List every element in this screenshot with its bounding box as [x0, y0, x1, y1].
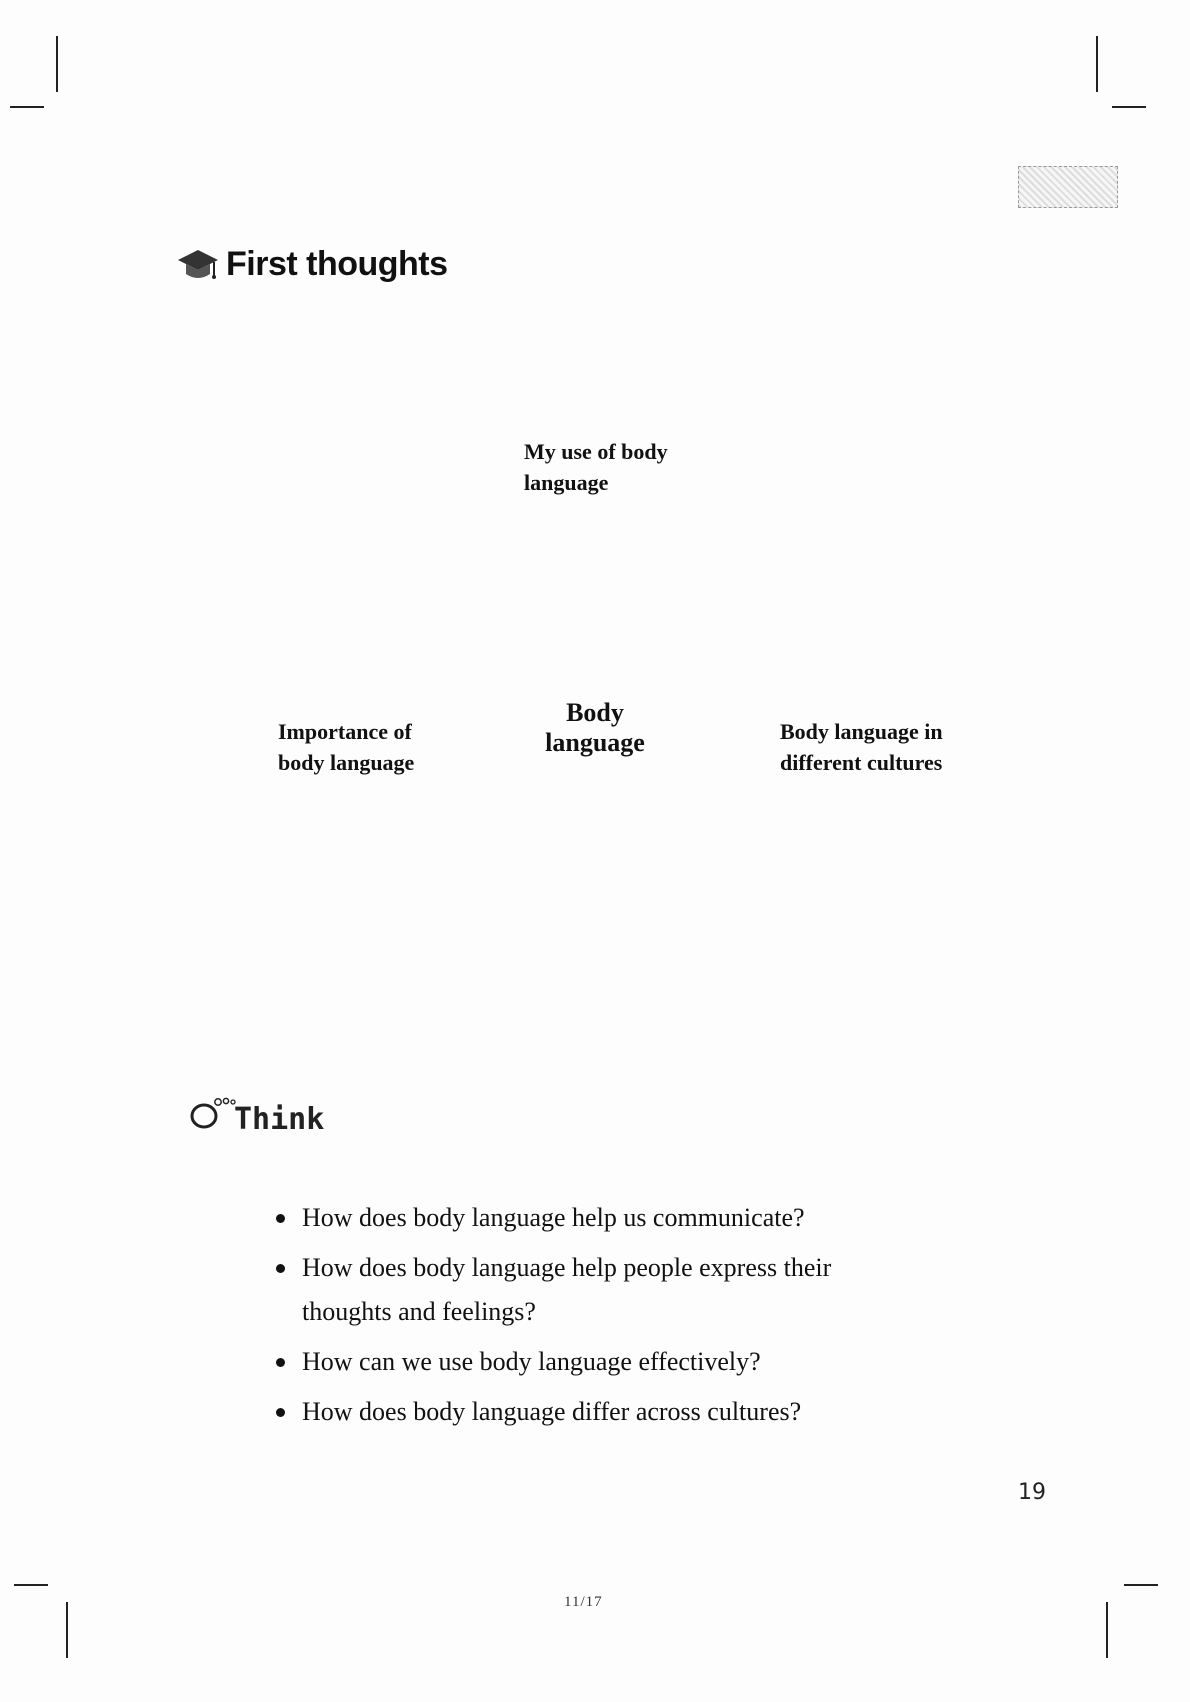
graduation-cap-icon [176, 244, 220, 284]
mind-map-center: Body language [545, 698, 645, 757]
page-number: 19 [1018, 1480, 1046, 1505]
crop-mark [1124, 1584, 1158, 1586]
list-item: How does body language help people express their thoughts and feelings? [272, 1246, 912, 1334]
first-thoughts-title: First thoughts [226, 244, 448, 283]
crop-mark [10, 106, 44, 108]
crop-mark [1112, 106, 1146, 108]
think-title: Think [234, 1102, 325, 1137]
think-questions-list [272, 1196, 912, 1440]
mind-map-node-right: Body language in different cultures [780, 719, 943, 775]
mind-map-node-top: My use of body language [524, 439, 668, 495]
crop-mark [1096, 36, 1098, 92]
crop-mark [56, 36, 58, 92]
crop-mark [14, 1584, 48, 1586]
crop-mark [66, 1602, 68, 1658]
mind-map-node-left: Importance of body language [278, 719, 415, 775]
sheet-number: 11/17 [564, 1594, 603, 1610]
list-item: How does body language differ across cultures? [272, 1390, 912, 1434]
stamp-mark [1018, 166, 1118, 208]
thought-bubble-icon [190, 1094, 240, 1132]
list-item: How does body language help us communicate? [272, 1196, 912, 1240]
list-item: How can we use body language effectively? [272, 1340, 912, 1384]
crop-mark [1106, 1602, 1108, 1658]
think-heading [190, 1088, 324, 1137]
first-thoughts-heading [176, 244, 448, 284]
